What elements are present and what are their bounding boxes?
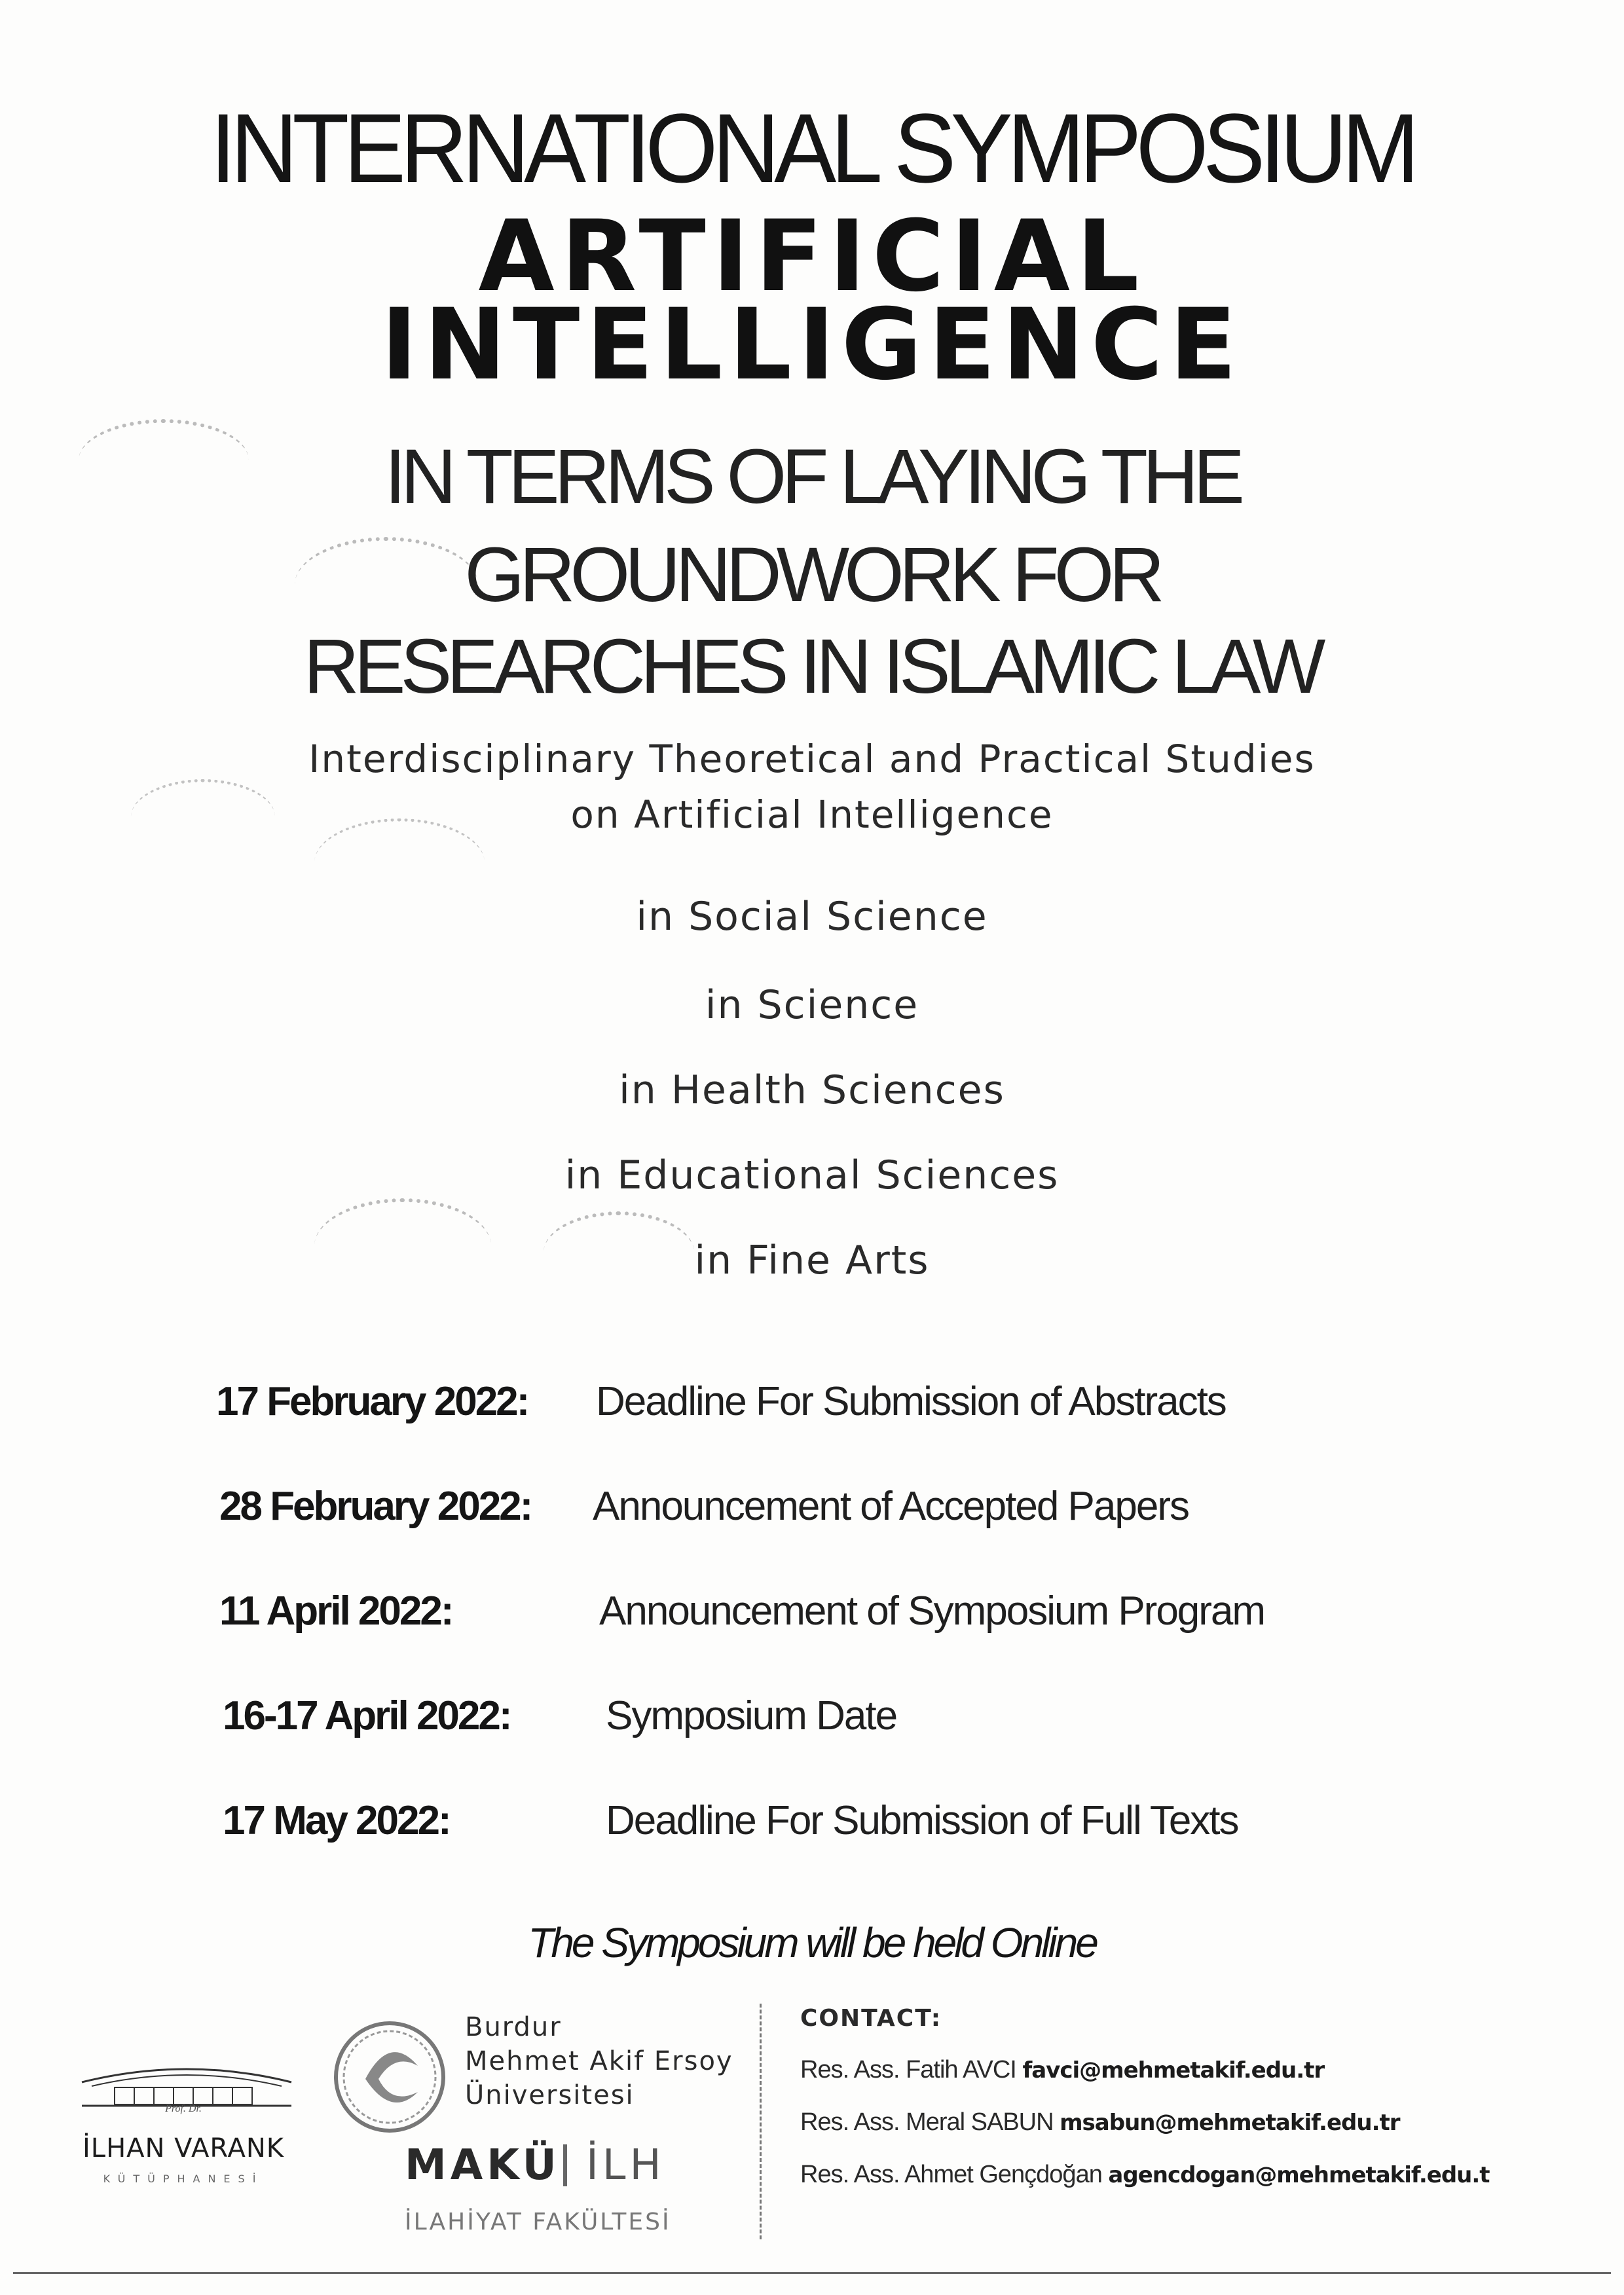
- contact-title: CONTACT:: [800, 2005, 942, 2032]
- date-event: Symposium Date: [606, 1693, 897, 1738]
- date-label: 16-17 April 2022:: [223, 1693, 511, 1738]
- brand-divider: [563, 2144, 567, 2186]
- topic-line-2: INTELLIGENCE: [380, 288, 1244, 402]
- date-row: [0, 1797, 1624, 1856]
- bottom-rule: [13, 2272, 1611, 2274]
- subtitle-line-1: IN TERMS OF LAYING THE: [384, 433, 1240, 520]
- date-row: [0, 1588, 1624, 1647]
- library-logo: [75, 2063, 324, 2272]
- date-label: 17 February 2022:: [216, 1379, 528, 1424]
- lead-line-1: Interdisciplinary Theoretical and Practical Studies: [308, 737, 1316, 781]
- library-building-icon: [75, 2063, 298, 2108]
- contact-email[interactable]: favci@mehmetakif.edu.tr: [1022, 2057, 1325, 2084]
- date-event: Deadline For Submission of Abstracts: [596, 1379, 1226, 1424]
- contact-name: Res. Ass. Fatih AVCI: [800, 2056, 1016, 2084]
- date-label: 17 May 2022:: [223, 1798, 450, 1843]
- subtitle-line-3: RESEARCHES IN ISLAMIC LAW: [303, 623, 1321, 710]
- date-row: [0, 1693, 1624, 1752]
- area-social-science: in Social Science: [636, 894, 988, 940]
- university-emblem-icon: [333, 2020, 447, 2135]
- library-name: İLHAN VARANK: [82, 2133, 284, 2163]
- date-row: [0, 1378, 1624, 1437]
- faculty-abbreviation: İLH: [586, 2141, 665, 2190]
- date-label: 28 February 2022:: [219, 1484, 532, 1529]
- contact-name: Res. Ass. Meral SABUN: [800, 2108, 1054, 2136]
- contact-row: [800, 2056, 1324, 2084]
- date-label: 11 April 2022:: [219, 1588, 452, 1634]
- area-health-sciences: in Health Sciences: [619, 1067, 1005, 1113]
- university-name: [465, 2010, 733, 2112]
- contact-divider: [760, 2004, 762, 2239]
- contact-row: [800, 2161, 1490, 2189]
- area-science: in Science: [705, 982, 919, 1028]
- contact-email[interactable]: msabun@mehmetakif.edu.tr: [1060, 2110, 1400, 2136]
- date-event: Deadline For Submission of Full Texts: [606, 1798, 1238, 1843]
- subtitle-line-2: GROUNDWORK FOR: [464, 532, 1160, 618]
- date-row: [0, 1483, 1624, 1542]
- university-name-line: Burdur: [465, 2012, 562, 2042]
- area-educational-sciences: in Educational Sciences: [564, 1152, 1060, 1198]
- contact-name: Res. Ass. Ahmet Gençdoğan: [800, 2161, 1102, 2188]
- date-event: Announcement of Symposium Program: [599, 1588, 1265, 1634]
- topic-line-1: ARTIFICIAL: [478, 200, 1146, 314]
- contact-email[interactable]: agencdogan@mehmetakif.edu.t: [1108, 2162, 1490, 2188]
- library-subtitle: KÜTÜPHANESİ: [103, 2173, 264, 2185]
- library-prefix: Prof. Dr.: [165, 2103, 202, 2114]
- contact-row: [800, 2108, 1400, 2137]
- date-event: Announcement of Accepted Papers: [593, 1484, 1189, 1529]
- symposium-title: INTERNATIONAL SYMPOSIUM: [210, 93, 1414, 203]
- online-note: The Symposium will be held Online: [528, 1919, 1096, 1966]
- university-name-line: Mehmet Akif Ersoy: [465, 2046, 733, 2076]
- maku-brand: MAKÜ: [405, 2141, 561, 2190]
- faculty-name: İLAHİYAT FAKÜLTESİ: [405, 2209, 671, 2235]
- area-fine-arts: in Fine Arts: [694, 1238, 930, 1283]
- lead-line-2: on Artificial Intelligence: [570, 792, 1054, 837]
- university-name-line: Üniversitesi: [465, 2080, 635, 2110]
